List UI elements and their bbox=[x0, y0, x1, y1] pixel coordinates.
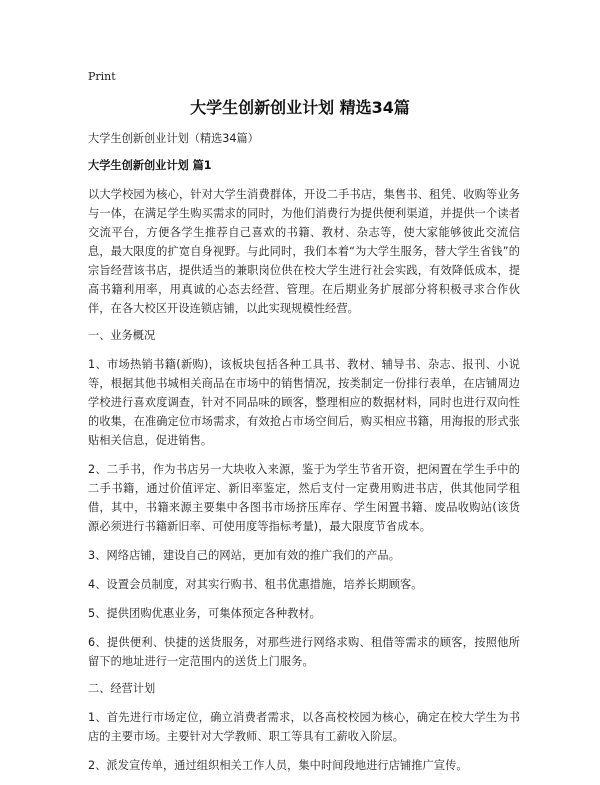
part1-heading: 一、业务概况 bbox=[88, 329, 156, 342]
list-item: 4、设置会员制度，对其实行购书、租书优惠措施，培养长期顾客。 bbox=[88, 578, 423, 591]
list-item: 2、二手书，作为书店另一大块收入来源，鉴于为学生节省开资，把闲置在学生手中的二手书籍，通过价值评定、新旧率鉴定，然后支付一定费用购进书店，供其他同学租借，其中，书籍来源主要集中各图书市场挤压库存、学生闲置书籍、废品收购站(该货源必须进行书籍新旧率、可使用度等指标考量)，最大限度节省成本。 bbox=[88, 463, 520, 533]
print-link[interactable]: Print bbox=[88, 70, 116, 83]
section-heading: 大学生创新创业计划 篇1 bbox=[88, 159, 212, 172]
document-subtitle: 大学生创新创业计划（精选34篇） bbox=[88, 132, 259, 145]
list-item: 1、首先进行市场定位，确立消费者需求，以各高校校园为核心，确定在校大学生为书店的主要市场。主要针对大学教师、职工等具有工薪收入阶层。 bbox=[88, 711, 520, 743]
part2-heading: 二、经营计划 bbox=[88, 682, 156, 695]
list-item: 6、提供便利、快捷的送货服务，对那些进行网络求购、租借等需求的顾客，按照他所留下的地址进行一定范围内的送货上门服务。 bbox=[88, 636, 520, 668]
list-item: 2、派发宣传单，通过组织相关工作人员，集中时间段地进行店铺推广宣传。 bbox=[88, 759, 468, 772]
list-item: 5、提供团购优惠业务，可集体预定各种教材。 bbox=[88, 607, 321, 620]
document-body bbox=[88, 131, 520, 785]
intro-paragraph: 以大学校园为核心，针对大学生消费群体，开设二手书店，集售书、租凭、收购等业务与一体，在满足学生购买需求的同时，为他们消费行为提供便利渠道，并提供一个读者交流平台，方便各学生推荐自己喜欢的书籍、教材、杂志等，使大家能够彼此交流信息，最大限度的扩宽自身视野。与此同时，我们本着“为大学生服务，替大学生省钱”的宗旨经营该书店，提供适当的兼职岗位供在校大学生进行社会实践，有效降低成本，提高书籍利用率，用真诚的心态去经营、管理。在后期业务扩展部分将积极寻求合作伙伴，在各大校区开设连锁店铺，以此实现规模性经营。 bbox=[88, 188, 520, 315]
list-item: 3、网络店铺，建设自己的网站，更加有效的推广我们的产品。 bbox=[88, 549, 400, 562]
list-item: 1、市场热销书籍(新购)，该板块包括各种工具书、教材、辅导书、杂志、报刊、小说等，根据其他书城相关商品在市场中的销售情况，按类制定一份排行表单，在店铺周边学校进行喜欢度调查，针对不同品味的顾客，整理相应的数据材料，同时也进行双向性的收集，在准确定位市场需求，有效抢占市场空间后，购买相应书籍，用海报的形式张贴相关信息，促进销售。 bbox=[88, 358, 520, 447]
page-title: 大学生创新创业计划 精选34篇 bbox=[190, 98, 410, 117]
